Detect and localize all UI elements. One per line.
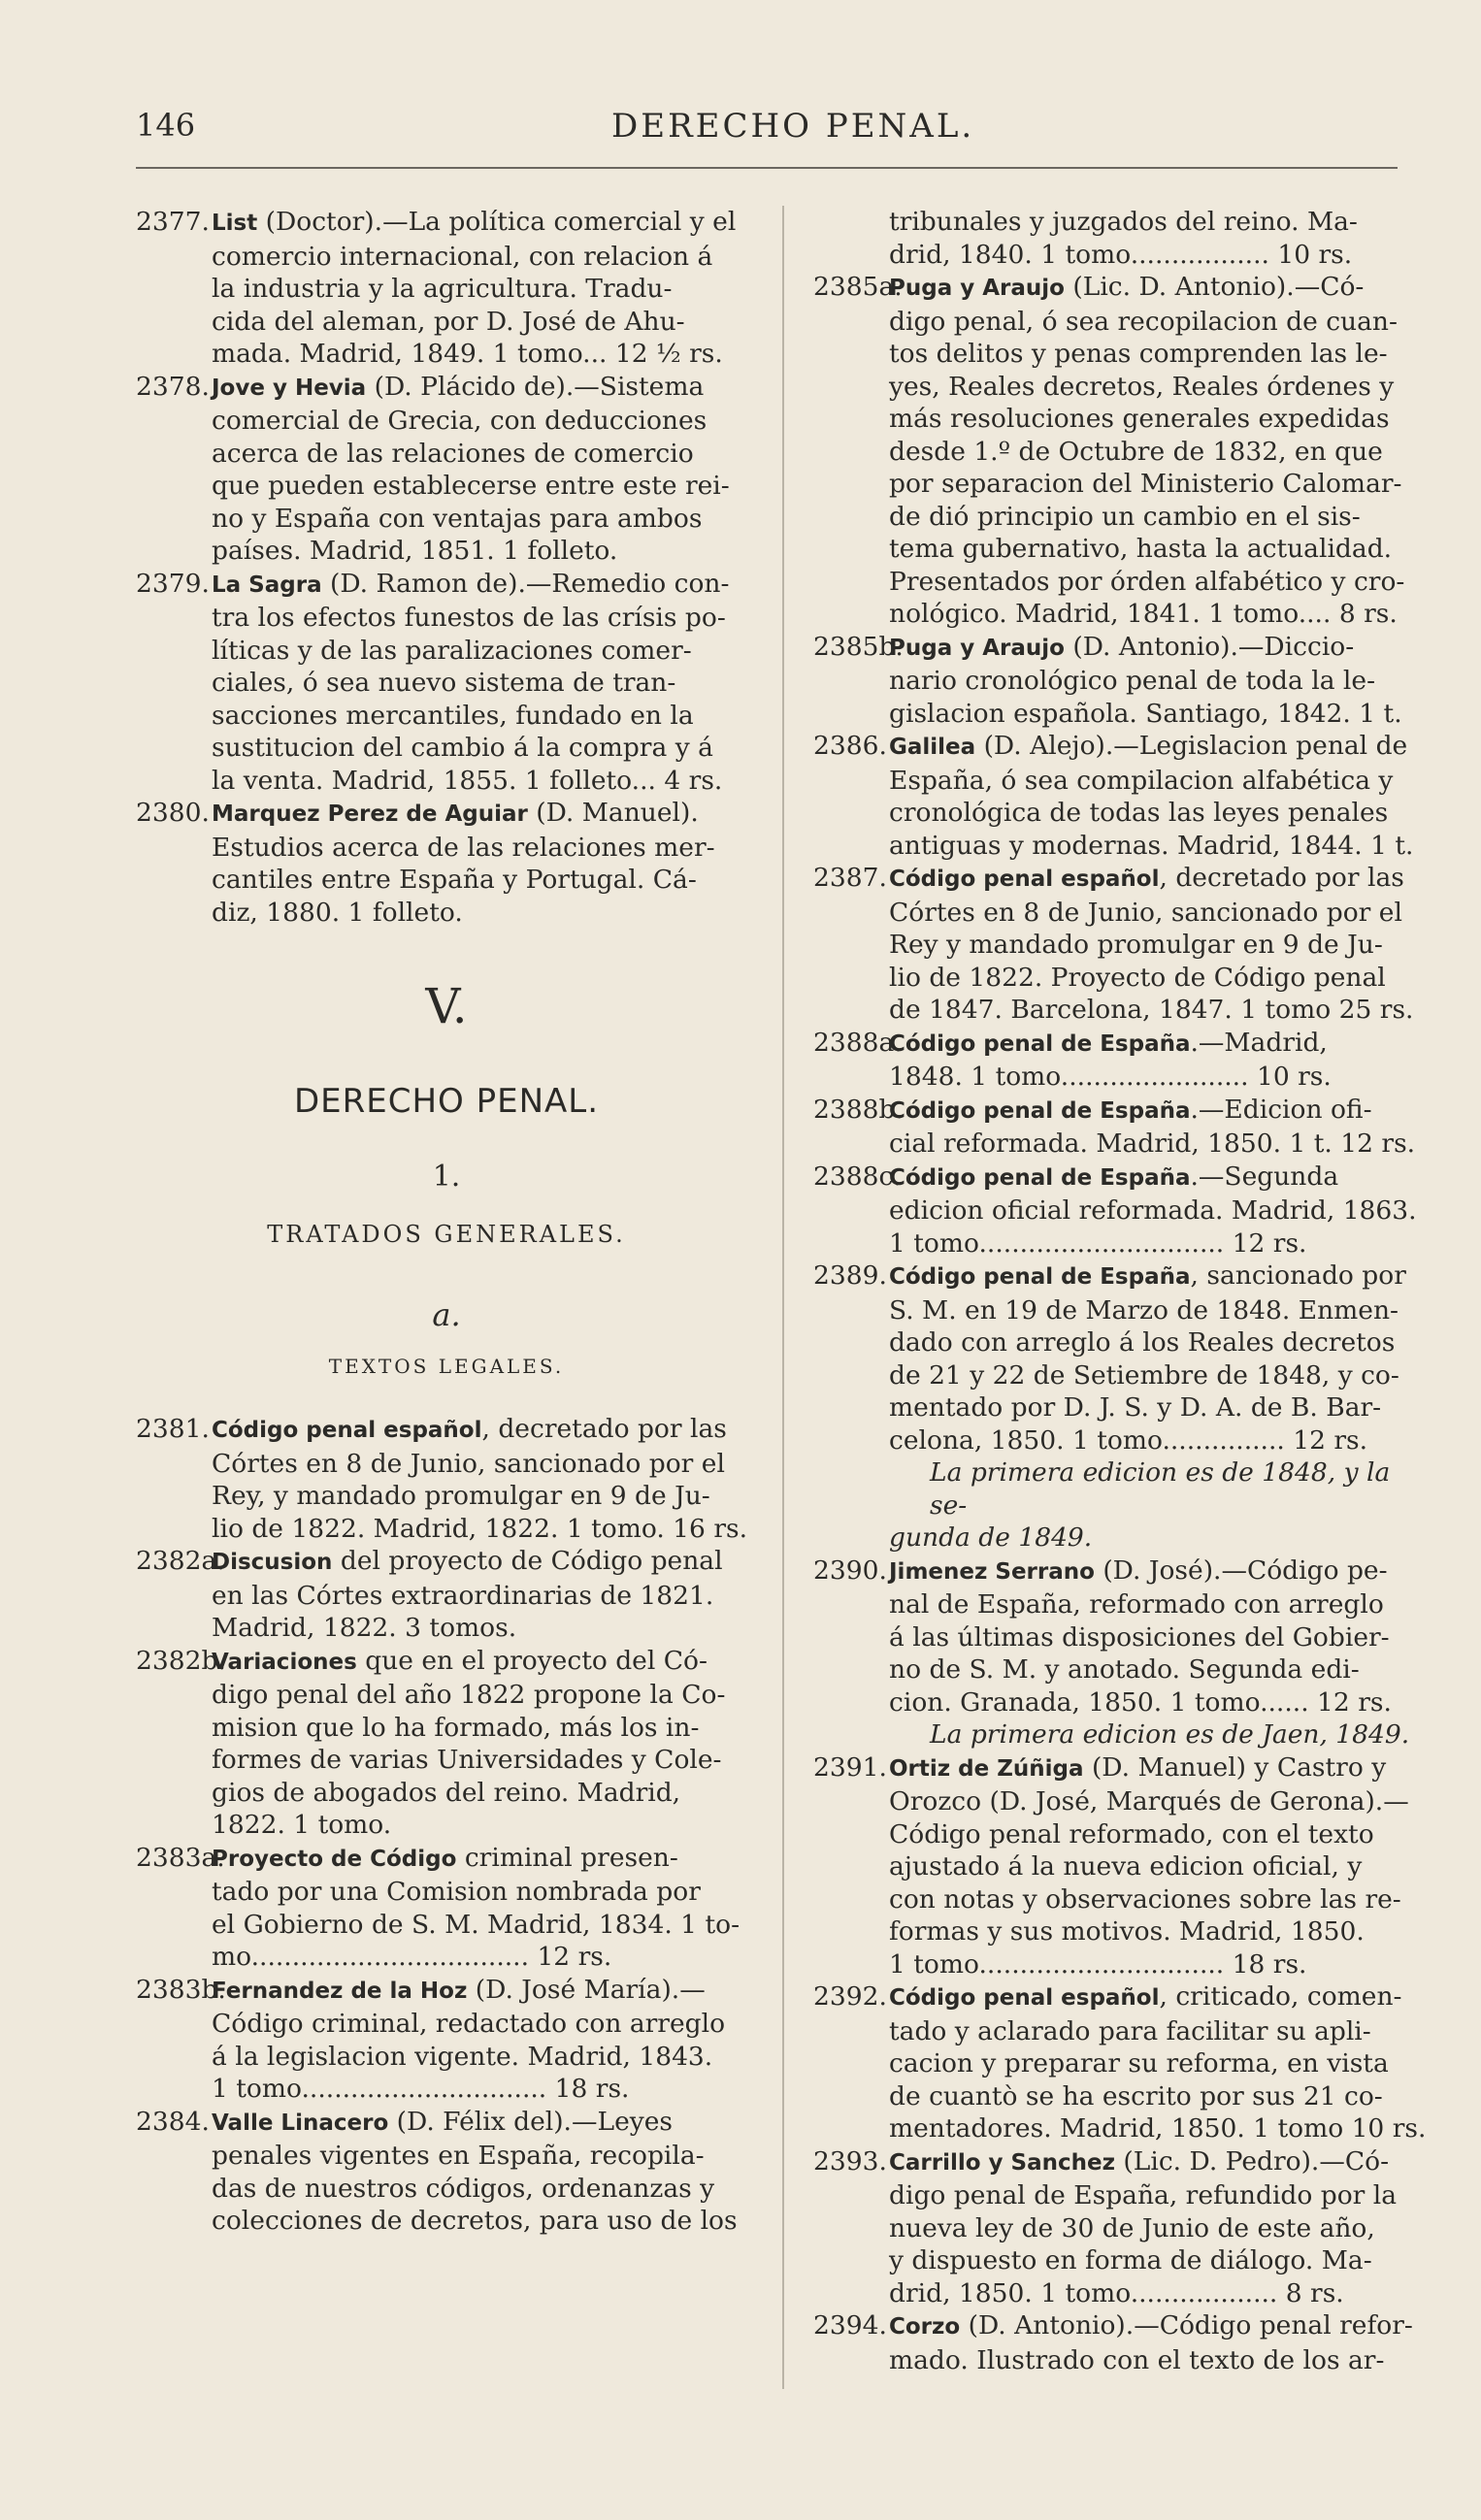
section-roman-numeral: V. xyxy=(425,978,468,1034)
entry-line: Corzo (D. Antonio).—Código penal refor- xyxy=(889,2310,1413,2340)
entry-line: nológico. Madrid, 1841. 1 tomo.... 8 rs. xyxy=(889,599,1398,629)
entry-line: yes, Reales decretos, Reales órdenes y xyxy=(889,371,1395,402)
entry-line: Código penal español, criticado, comen- xyxy=(889,1981,1402,2012)
entry-line: gios de abogados del reino. Madrid, xyxy=(212,1777,681,1808)
bibliography-entry xyxy=(136,1413,757,1545)
entry-line: 1 tomo.............................. 12 rs. xyxy=(889,1227,1307,1259)
entry-line: La Sagra (D. Ramon de).—Remedio con- xyxy=(212,568,730,599)
bibliography-entry xyxy=(813,1555,1434,1751)
entry-line: Madrid, 1822. 3 tomos. xyxy=(212,1613,517,1643)
entry-author: Marquez Perez de Aguiar xyxy=(212,802,528,827)
entry-line: Galilea (D. Alejo).—Legislacion penal de xyxy=(889,731,1408,761)
entry-note: La primera edicion es de Jaen, 1849. xyxy=(930,1719,1410,1750)
bibliography-entry xyxy=(813,1980,1434,2145)
entry-line: por separacion del Ministerio Calomar- xyxy=(889,469,1402,499)
page-number: 146 xyxy=(136,107,196,144)
entry-line: formes de varias Universidades y Cole- xyxy=(212,1745,722,1775)
entry-line: y dispuesto en forma de diálogo. Ma- xyxy=(889,2245,1372,2275)
entry-line: ajustado á la nueva edicion oficial, y xyxy=(889,1851,1363,1882)
entry-number: 2379. xyxy=(136,568,210,599)
entry-line: drid, 1850. 1 tomo.................. 8 rs. xyxy=(889,2277,1344,2308)
entry-line: Jove y Hevia (D. Plácido de).—Sistema xyxy=(212,371,705,402)
entry-line: Jimenez Serrano (D. José).—Código pe- xyxy=(889,1555,1388,1586)
entry-author: Puga y Araujo xyxy=(889,635,1065,661)
entry-line: de 1847. Barcelona, 1847. 1 tomo 25 rs. xyxy=(889,995,1414,1025)
header-rule xyxy=(136,167,1398,169)
entry-line: Presentados por órden alfabético y cro- xyxy=(889,566,1405,597)
entry-line: cronológica de todas las leyes penales xyxy=(889,798,1389,828)
entry-line: de 21 y 22 de Setiembre de 1848, y co- xyxy=(889,1359,1399,1391)
entry-author: Código penal de España xyxy=(889,1097,1191,1124)
entry-line: España, ó sea compilacion alfabética y xyxy=(889,765,1394,796)
bibliography-entry xyxy=(136,371,757,568)
entry-number: 2382a. xyxy=(136,1546,225,1576)
bibliography-entry xyxy=(813,1751,1434,1981)
entry-line: nal de España, reformado con arreglo xyxy=(889,1589,1384,1620)
bibliography-entry xyxy=(813,206,1434,271)
entry-number: 2389. xyxy=(813,1260,887,1291)
entry-line: Valle Linacero (D. Félix del).—Leyes xyxy=(212,2106,674,2137)
subsection-subtitle: TEXTOS LEGALES. xyxy=(328,1355,565,1378)
entry-line: nario cronológico penal de toda la le- xyxy=(889,666,1376,696)
entry-line: antiguas y modernas. Madrid, 1844. 1 t. xyxy=(889,830,1414,861)
bibliography-entry xyxy=(813,271,1434,631)
entry-number: 2384. xyxy=(136,2106,210,2137)
entry-author: Jimenez Serrano xyxy=(889,1558,1095,1585)
bibliography-entry xyxy=(813,862,1434,1027)
entry-line: das de nuestros códigos, ordenanzas y xyxy=(212,2173,715,2204)
entry-line: sustitucion del cambio á la compra y á xyxy=(212,733,713,763)
entry-number: 2387. xyxy=(813,863,887,893)
entry-number: 2390. xyxy=(813,1555,887,1586)
subsection-number: 1. xyxy=(432,1160,461,1194)
bibliography-entry xyxy=(813,730,1434,862)
entry-line: Código penal de España, sancionado por xyxy=(889,1260,1406,1291)
right-entries xyxy=(813,206,1434,2376)
entry-line: Código penal de España.—Madrid, xyxy=(889,1027,1328,1058)
entry-line: mada. Madrid, 1849. 1 tomo... 12 ½ rs. xyxy=(212,339,723,369)
entry-line: tado por una Comision nombrada por xyxy=(212,1877,701,1907)
page-header xyxy=(136,107,1398,155)
entry-author: Carrillo y Sanchez xyxy=(889,2149,1115,2176)
entry-line: tema gubernativo, hasta la actualidad. xyxy=(889,534,1393,564)
entry-line: 1 tomo.............................. 18 rs. xyxy=(889,1948,1307,1980)
bibliography-entry xyxy=(813,1094,1434,1161)
entry-number: 2382b. xyxy=(136,1645,226,1676)
entry-number: 2391. xyxy=(813,1751,887,1783)
entry-line: la industria y la agricultura. Tradu- xyxy=(212,274,673,304)
entry-line: Fernandez de la Hoz (D. José María).— xyxy=(212,1974,706,2005)
entry-author: Discusion xyxy=(212,1550,333,1575)
right-column xyxy=(813,206,1434,2376)
left-entries-after xyxy=(136,1413,757,2238)
entry-line: Marquez Perez de Aguiar (D. Manuel). xyxy=(212,798,699,828)
entry-line: tra los efectos funestos de las crísis po- xyxy=(212,603,726,633)
entry-line: digo penal, ó sea recopilacion de cuan- xyxy=(889,306,1398,337)
entry-line: mision que lo ha formado, más los in- xyxy=(212,1712,700,1743)
column-divider xyxy=(782,206,784,2389)
entry-line: digo penal del año 1822 propone la Co- xyxy=(212,1680,726,1710)
entry-line: desde 1.º de Octubre de 1832, en que xyxy=(889,436,1383,467)
entry-line: no de S. M. y anotado. Segunda edi- xyxy=(889,1654,1360,1685)
entry-line: de dió principio un cambio en el sis- xyxy=(889,501,1361,532)
entry-line: más resoluciones generales expedidas xyxy=(889,404,1390,434)
entry-line: Código penal español, decretado por las xyxy=(889,863,1404,893)
entry-line: Orozco (D. José, Marqués de Gerona).— xyxy=(889,1786,1409,1816)
entry-line: Ortiz de Zúñiga (D. Manuel) y Castro y xyxy=(889,1751,1387,1783)
entry-line: que pueden establecerse entre este rei- xyxy=(212,471,730,501)
entry-line: Córtes en 8 de Junio, sancionado por el xyxy=(212,1448,725,1479)
entry-line: gislacion española. Santiago, 1842. 1 t. xyxy=(889,698,1402,729)
entry-line: formas y sus motivos. Madrid, 1850. xyxy=(889,1916,1365,1947)
entry-line: Puga y Araujo (Lic. D. Antonio).—Có- xyxy=(889,272,1365,302)
entry-author: Código penal de España xyxy=(889,1264,1191,1290)
entry-number: 2388a. xyxy=(813,1027,903,1058)
entry-line: mentado por D. J. S. y D. A. de B. Bar- xyxy=(889,1392,1382,1423)
subsection-title: TRATADOS GENERALES. xyxy=(267,1221,626,1248)
entry-line: Código penal reformado, con el texto xyxy=(889,1818,1374,1849)
entry-line: Puga y Araujo (D. Antonio).—Diccio- xyxy=(889,631,1355,662)
entry-line: drid, 1840. 1 tomo................. 10 rs. xyxy=(889,239,1353,270)
entry-note: La primera edicion es de 1848, y la se- xyxy=(930,1457,1391,1521)
entry-note: gunda de 1849. xyxy=(889,1522,1093,1553)
entry-line: mentadores. Madrid, 1850. 1 tomo 10 rs. xyxy=(889,2113,1427,2144)
entry-line: 1822. 1 tomo. xyxy=(212,1810,392,1840)
entry-line: Variaciones que en el proyecto del Có- xyxy=(212,1645,708,1676)
bibliography-entry xyxy=(136,797,757,929)
entry-line: diz, 1880. 1 folleto. xyxy=(212,897,463,928)
entry-line: dado con arreglo á los Reales decretos xyxy=(889,1327,1396,1358)
entry-line: Código criminal, redactado con arreglo xyxy=(212,2009,726,2039)
bibliography-entry xyxy=(813,2145,1434,2310)
entry-line: Código penal de España.—Edicion ofi- xyxy=(889,1094,1372,1125)
entry-author: Código penal español xyxy=(212,1418,482,1443)
bibliography-entry xyxy=(136,568,757,798)
entry-line: Rey y mandado promulgar en 9 de Ju- xyxy=(889,930,1383,960)
entry-line: Discusion del proyecto de Código penal xyxy=(212,1546,723,1576)
entry-line: lio de 1822. Madrid, 1822. 1 tomo. 16 rs. xyxy=(212,1513,748,1544)
bibliography-entry xyxy=(136,206,757,371)
entry-line: tado y aclarado para facilitar su apli- xyxy=(889,2015,1371,2046)
entry-line: cacion y preparar su reforma, en vista xyxy=(889,2048,1389,2078)
entry-author: Proyecto de Código xyxy=(212,1846,457,1872)
entry-line: países. Madrid, 1851. 1 folleto. xyxy=(212,536,618,566)
entry-line: tos delitos y penas comprenden las le- xyxy=(889,339,1388,369)
entry-number: 2383b. xyxy=(136,1974,226,2005)
entry-author: Código penal de España xyxy=(889,1031,1191,1057)
entry-line: comercio internacional, con relacion á xyxy=(212,241,713,272)
entry-author: Puga y Araujo xyxy=(889,276,1065,301)
entry-line: Código penal español, decretado por las xyxy=(212,1414,727,1444)
entry-line: á las últimas disposiciones del Gobier- xyxy=(889,1621,1390,1653)
entry-line: cida del aleman, por D. José de Ahu- xyxy=(212,306,685,337)
entry-line: colecciones de decretos, para uso de los xyxy=(212,2206,738,2236)
entry-number: 2383a. xyxy=(136,1842,225,1873)
running-title: DERECHO PENAL. xyxy=(611,107,975,146)
entry-line: acerca de las relaciones de comercio xyxy=(212,438,694,469)
entry-line: Proyecto de Código criminal presen- xyxy=(212,1842,678,1873)
entry-author: List xyxy=(212,211,258,236)
entry-number: 2377. xyxy=(136,207,210,237)
entry-number: 2386. xyxy=(813,731,887,761)
entry-line: cion. Granada, 1850. 1 tomo...... 12 rs. xyxy=(889,1686,1392,1718)
entry-number: 2378. xyxy=(136,371,210,402)
entry-line: Córtes en 8 de Junio, sancionado por el xyxy=(889,897,1402,928)
entry-author: Jove y Hevia xyxy=(212,375,367,401)
entry-author: Código penal español xyxy=(889,1985,1160,2011)
bibliography-entry xyxy=(136,1974,757,2106)
entry-line: de cuantò se ha escrito por sus 21 co- xyxy=(889,2080,1383,2111)
entry-line: Código penal de España.—Segunda xyxy=(889,1161,1339,1192)
entry-line: no y España con ventajas para ambos xyxy=(212,503,703,534)
entry-line: lio de 1822. Proyecto de Código penal xyxy=(889,962,1386,993)
entry-line: celona, 1850. 1 tomo............... 12 rs. xyxy=(889,1424,1368,1456)
entry-author: Corzo xyxy=(889,2314,961,2340)
left-entries-before xyxy=(136,206,757,929)
entry-line: cantiles entre España y Portugal. Cá- xyxy=(212,865,697,895)
bibliography-entry xyxy=(136,1645,757,1842)
entry-author: Código penal de España xyxy=(889,1164,1191,1191)
entry-number: 2385a. xyxy=(813,272,903,302)
entry-line: 1848. 1 tomo....................... 10 rs. xyxy=(889,1062,1332,1092)
entry-number: 2392. xyxy=(813,1981,887,2012)
bibliography-entry xyxy=(813,1027,1434,1094)
bibliography-entry xyxy=(136,1842,757,1974)
entry-author: Variaciones xyxy=(212,1649,357,1675)
bibliography-entry xyxy=(813,2309,1434,2376)
entry-line: List (Doctor).—La política comercial y el xyxy=(212,207,737,237)
entry-line: comercial de Grecia, con deducciones xyxy=(212,406,708,436)
entry-line: edicion oficial reformada. Madrid, 1863. xyxy=(889,1195,1417,1226)
entry-line: sacciones mercantiles, fundado en la xyxy=(212,700,694,731)
bibliography-entry xyxy=(813,1260,1434,1555)
bibliography-entry xyxy=(813,631,1434,731)
entry-number: 2388b. xyxy=(813,1094,904,1125)
entry-number: 2388c. xyxy=(813,1161,902,1192)
entry-line: á la legislacion vigente. Madrid, 1843. xyxy=(212,2041,713,2072)
entry-number: 2393. xyxy=(813,2145,887,2176)
entry-author: Código penal español xyxy=(889,867,1160,892)
bibliography-entry xyxy=(813,1161,1434,1260)
entry-line: en las Córtes extraordinarias de 1821. xyxy=(212,1580,714,1611)
entry-author: La Sagra xyxy=(212,572,322,598)
bibliography-entry xyxy=(136,2106,757,2238)
entry-number: 2394. xyxy=(813,2310,887,2340)
entry-author: Galilea xyxy=(889,735,976,760)
entry-author: Fernandez de la Hoz xyxy=(212,1978,468,2004)
bibliography-entry xyxy=(136,1545,757,1645)
entry-line: cial reformada. Madrid, 1850. 1 t. 12 rs. xyxy=(889,1129,1416,1159)
section-title: DERECHO PENAL. xyxy=(293,1082,600,1121)
entry-line: ciales, ó sea nuevo sistema de tran- xyxy=(212,668,676,698)
entry-number: 2385b. xyxy=(813,631,904,662)
left-column xyxy=(136,206,757,2238)
entry-line: penales vigentes en España, recopila- xyxy=(212,2141,705,2171)
entry-line: mado. Ilustrado con el texto de los ar- xyxy=(889,2344,1385,2375)
entry-line: 1 tomo.............................. 18 rs. xyxy=(212,2074,630,2104)
entry-line: S. M. en 19 de Marzo de 1848. Enmen- xyxy=(889,1294,1399,1325)
entry-number: 2381. xyxy=(136,1414,210,1444)
subsection-letter: a. xyxy=(432,1296,461,1333)
entry-author: Valle Linacero xyxy=(212,2110,389,2136)
entry-line: mo.................................. 12 rs. xyxy=(212,1942,612,1972)
entry-line: el Gobierno de S. M. Madrid, 1834. 1 to- xyxy=(212,1909,740,1940)
entry-line: Rey, y mandado promulgar en 9 de Ju- xyxy=(212,1481,710,1511)
entry-line: nueva ley de 30 de Junio de este año, xyxy=(889,2212,1375,2243)
entry-line: la venta. Madrid, 1855. 1 folleto... 4 rs. xyxy=(212,765,723,796)
entry-line: Carrillo y Sanchez (Lic. D. Pedro).—Có- xyxy=(889,2145,1390,2176)
entry-line: Estudios acerca de las relaciones mer- xyxy=(212,832,715,863)
entry-line: líticas y de las paralizaciones comer- xyxy=(212,635,692,666)
entry-line: con notas y observaciones sobre las re- xyxy=(889,1883,1401,1915)
entry-number: 2380. xyxy=(136,798,210,828)
entry-line: digo penal de España, refundido por la xyxy=(889,2180,1398,2210)
entry-author: Ortiz de Zúñiga xyxy=(889,1755,1084,1782)
entry-line: tribunales y juzgados del reino. Ma- xyxy=(889,207,1358,237)
